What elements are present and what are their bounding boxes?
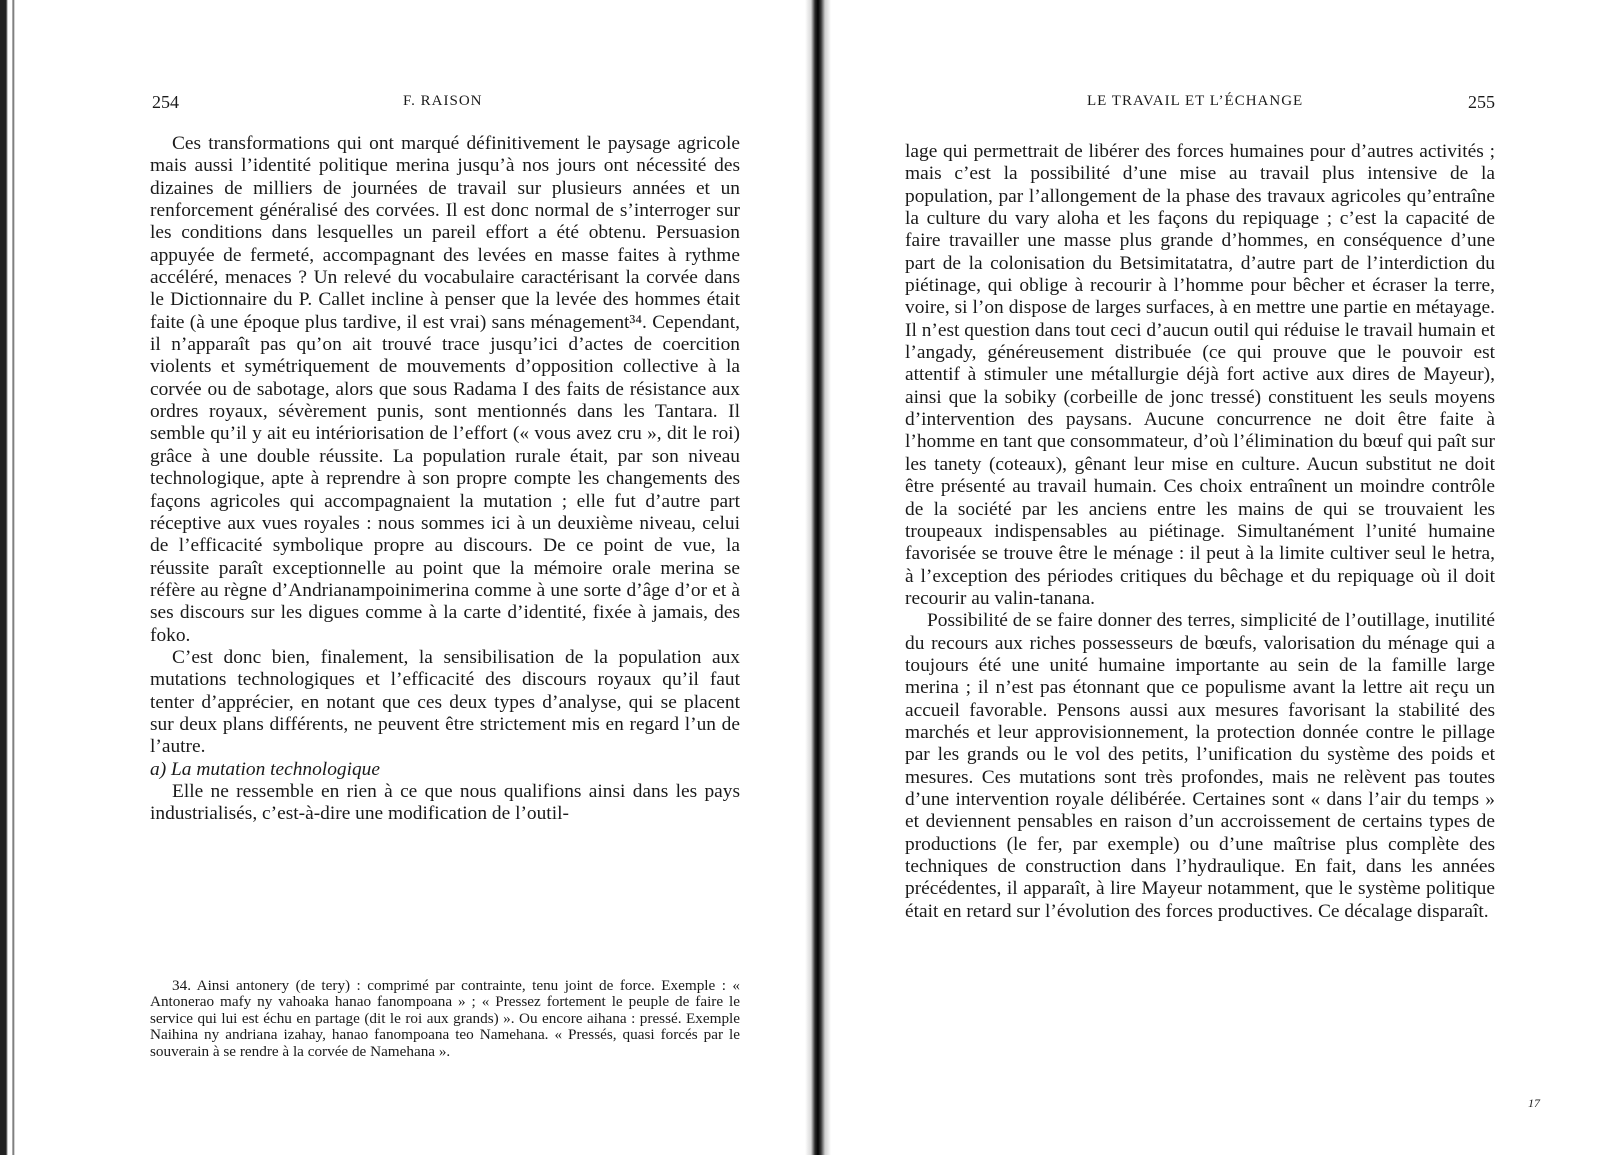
paragraph: Elle ne ressemble en rien à ce que nous qualifions ainsi dans les pays industrialisés, c’est-à-dire une modification de l’outil- (150, 780, 740, 825)
paragraph: C’est donc bien, finalement, la sensibilisation de la population aux mutations technologiques et l’efficacité des discours royaux qu’il faut tenter d’apprécier, en notant que ces deux types d’analyse, qui se placent sur deux plans différents, ne peuvent être strictement mis en regard l’un de l’autre. (150, 646, 740, 758)
paragraph: Possibilité de se faire donner des terres, simplicité de l’outillage, inutilité du recours aux riches possesseurs de bœufs, valorisation du ménage qui a toujours été une unité humaine importante au sein de la famille large merina ; il n’est pas étonnant que ce populisme avant la lettre ait reçu un accueil favorable. Pensons aussi aux mesures favorisant la stabilité des marchés et leur approvisionnement, la protection donnée contre le pillage par les grands ou le vol des petits, l’unification du système des poids et mesures. Ces mutations sont très profondes, mais ne relèvent pas toutes d’une intervention royale délibérée. Certaines sont « dans l’air du temps » et deviennent pensables en raison d’un accroissement de certains types de productions (le fer, par exemple) ou d’une maîtrise plus complète des techniques de construction dans l’hydraulique. En fait, dans les années précédentes, il apparaît, à lire Mayeur notamment, que le système politique était en retard sur l’évolution des forces productives. Ce décalage disparaît. (905, 610, 1495, 922)
running-head-left (150, 92, 740, 116)
page-edge (0, 0, 22, 1155)
footnote (150, 978, 740, 1060)
running-head-right (905, 92, 1495, 116)
body-text-right (905, 141, 1495, 923)
page-number-left: 254 (152, 92, 179, 112)
book-gutter (805, 0, 831, 1155)
paragraph: lage qui permettrait de libérer des forces humaines pour d’autres activités ; mais c’est la possibilité d’une mise au travail plus intensive de la population, par l’allongement de la phase des travaux agricoles qu’entraîne la culture du vary aloha et les façons du repiquage ; c’est la capacité de faire travailler une masse plus grande d’hommes, en conséquence d’une part de la colonisation du Betsimitatatra, d’autre part de l’interdiction du piétinage, qui oblige à recourir à l’homme pour bêcher et écraser la terre, voire, si l’on dispose de larges surfaces, à en mettre une partie en métayage. Il n’est question dans tout ceci d’aucun outil qui réduise le travail humain et l’angady, généreusement distribuée (ce qui prouve que le pouvoir est attentif à stimuler une métallurgie déjà fort active aux dires de Mayeur), ainsi que la sobiky (corbeille de jonc tressé) constituent les seuls moyens d’intervention des paysans. Aucune concurrence ne doit être faite à l’homme en tant que consommateur, d’où l’élimination du bœuf qui paît sur les tanety (coteaux), gênant leur mise en culture. Aucun substitut ne doit être présenté au travail humain. Ces choix entraînent un moindre contrôle de la société par les anciens entre les mains de qui se trouvaient les troupeaux indispensables au piétinage. Simultanément l’unité humaine favorisée se trouve être le ménage : il peut à la limite cultiver seul le hetra, à l’exception des périodes critiques du bêchage et du repiquage où il doit recourir au valin-tanana. (905, 141, 1495, 609)
running-head-title-left: F. RAISON (403, 93, 483, 109)
page-number-right: 255 (1468, 92, 1495, 112)
section-heading: a) La mutation technologique (150, 758, 380, 780)
paragraph: Ces transformations qui ont marqué définitivement le paysage agricole mais aussi l’identité politique merina jusqu’à nos jours ont nécessité des dizaines de milliers de journées de travail sur plusieurs années et un renforcement généralisé des corvées. Il est donc normal de s’interroger sur les conditions dans lesquelles un pareil effort a été obtenu. Persuasion appuyée de fermeté, accompagnant des levées en masse faites à rythme accéléré, menaces ? Un relevé du vocabulaire caractérisant la corvée dans le Dictionnaire du P. Callet incline à penser que la levée des hommes était faite (à une époque plus tardive, il est vrai) sans ménagement³⁴. Cependant, il n’apparaît pas qu’on ait trouvé trace jusqu’ici d’actes de coercition violents et symétriquement de mouvements d’opposition collective à la corvée ou de sabotage, alors que sous Radama I des faits de résistance aux ordres royaux, sévèrement punis, sont mentionnés dans les Tantara. Il semble qu’il y ait eu intériorisation de l’effort (« vous avez cru », dit le roi) grâce à une double réussite. La population rurale était, par son niveau technologique, apte à reprendre à son propre compte les changements des façons agricoles qui accompagnaient la mutation ; elle fut d’autre part réceptive aux vues royales : nous sommes ici à un deuxième niveau, celui de l’efficacité symbolique propre au discours. De ce point de vue, la réussite paraît exceptionnelle au point que la mémoire orale merina se réfère au règne d’Andrianampoinimerina comme à une sorte d’âge d’or et à ses discours sur les digues comme à la carte d’identité, fixée à jamais, des foko. (150, 133, 740, 646)
body-text-left (150, 133, 740, 826)
signature-mark: 17 (1528, 1096, 1540, 1110)
footnote-text: 34. Ainsi antonery (de tery) : comprimé par contrainte, tenu joint de force. Exemple : « Antonerao mafy ny vahoaka hanao fanompoana » ; « Pressez fortement le peuple de faire le service qui lui est échu en partage (dit le roi aux grands) ». Ou encore aihana : pressé. Exemple Naihina ny andriana izahay, hanao fanompoana teo Namehana. « Pressés, quasi forcés par le souverain à se rendre à la corvée de Namehana ». (150, 977, 740, 1060)
running-head-title-right: LE TRAVAIL ET L’ÉCHANGE (1087, 93, 1304, 109)
